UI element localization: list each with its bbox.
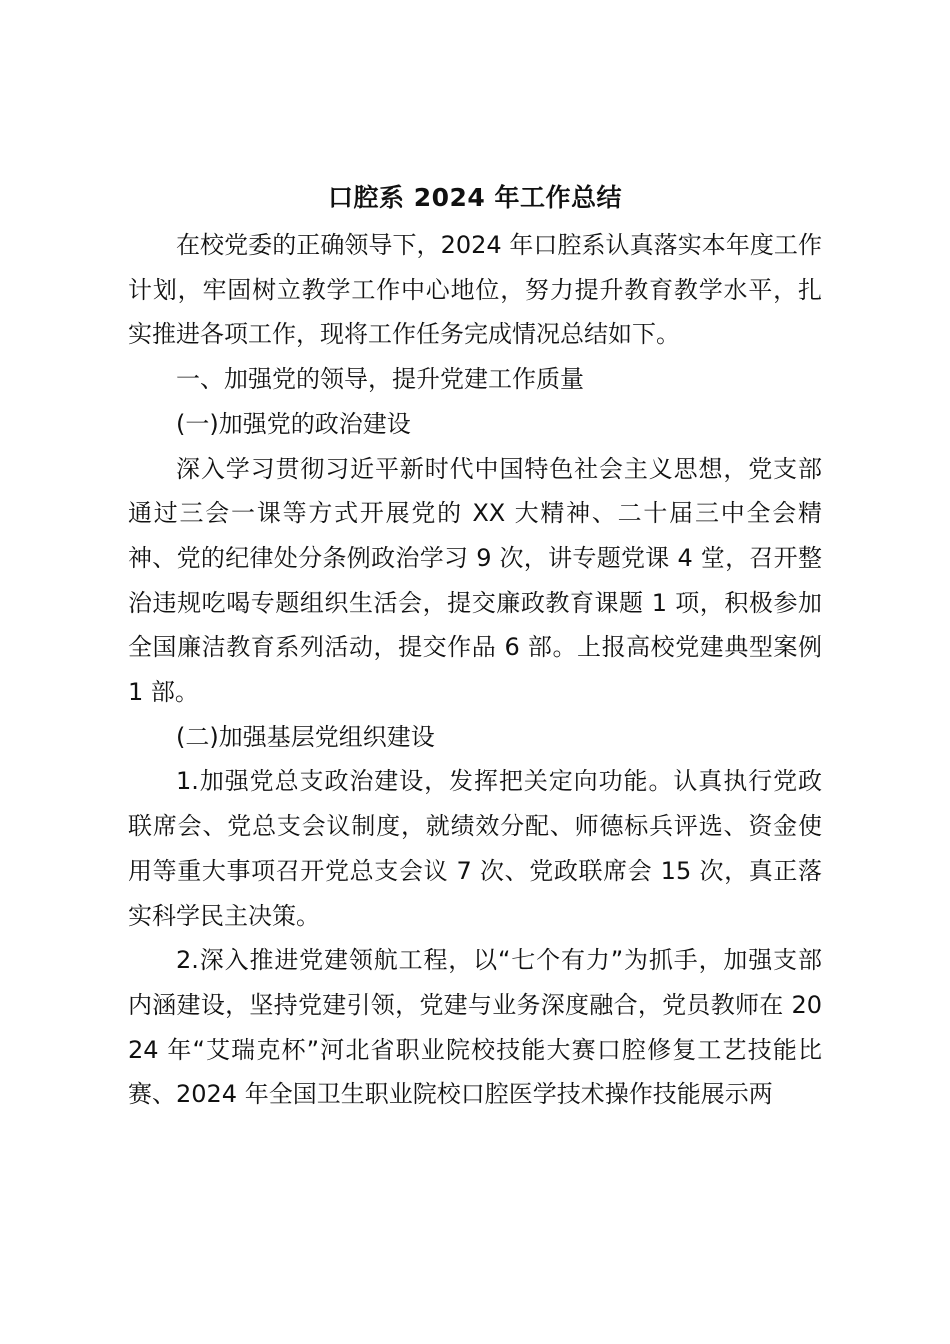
item-1-paragraph: 1.加强党总支政治建设，发挥把关定向功能。认真执行党政联席会、党总支会议制度，就绩效分配、师德标兵评选、资金使用等重大事项召开党总支会议 7 次、党政联席会 15 次，真正落实科学民主决策。: [128, 767, 822, 930]
document-body: [128, 223, 822, 1117]
subsection-1-paragraph: 深入学习贯彻习近平新时代中国特色社会主义思想，党支部通过三会一课等方式开展党的 XX 大精神、二十届三中全会精神、党的纪律处分条例政治学习 9 次，讲专题党课 4 堂，召开整治违规吃喝专题组织生活会，提交廉政教育课题 1 项，积极参加全国廉洁教育系列活动，提交作品 6 部。上报高校党建典型案例 1 部。: [128, 454, 822, 707]
subsection-heading-1: (一)加强党的政治建设: [176, 409, 411, 438]
intro-paragraph: 在校党委的正确领导下，2024 年口腔系认真落实本年度工作计划，牢固树立教学工作中心地位，努力提升教育教学水平，扎实推进各项工作，现将工作任务完成情况总结如下。: [128, 231, 822, 349]
section-heading-1: 一、加强党的领导，提升党建工作质量: [176, 365, 584, 394]
document-title: 口腔系 2024 年工作总结: [328, 183, 622, 212]
item-2-paragraph: 2.深入推进党建领航工程，以“七个有力”为抓手，加强支部内涵建设，坚持党建引领，党建与业务深度融合，党员教师在 2024 年“艾瑞克杯”河北省职业院校技能大赛口腔修复工艺技能比赛、2024 年全国卫生职业院校口腔医学技术操作技能展示两: [128, 946, 822, 1109]
subsection-heading-2: (二)加强基层党组织建设: [176, 722, 435, 751]
